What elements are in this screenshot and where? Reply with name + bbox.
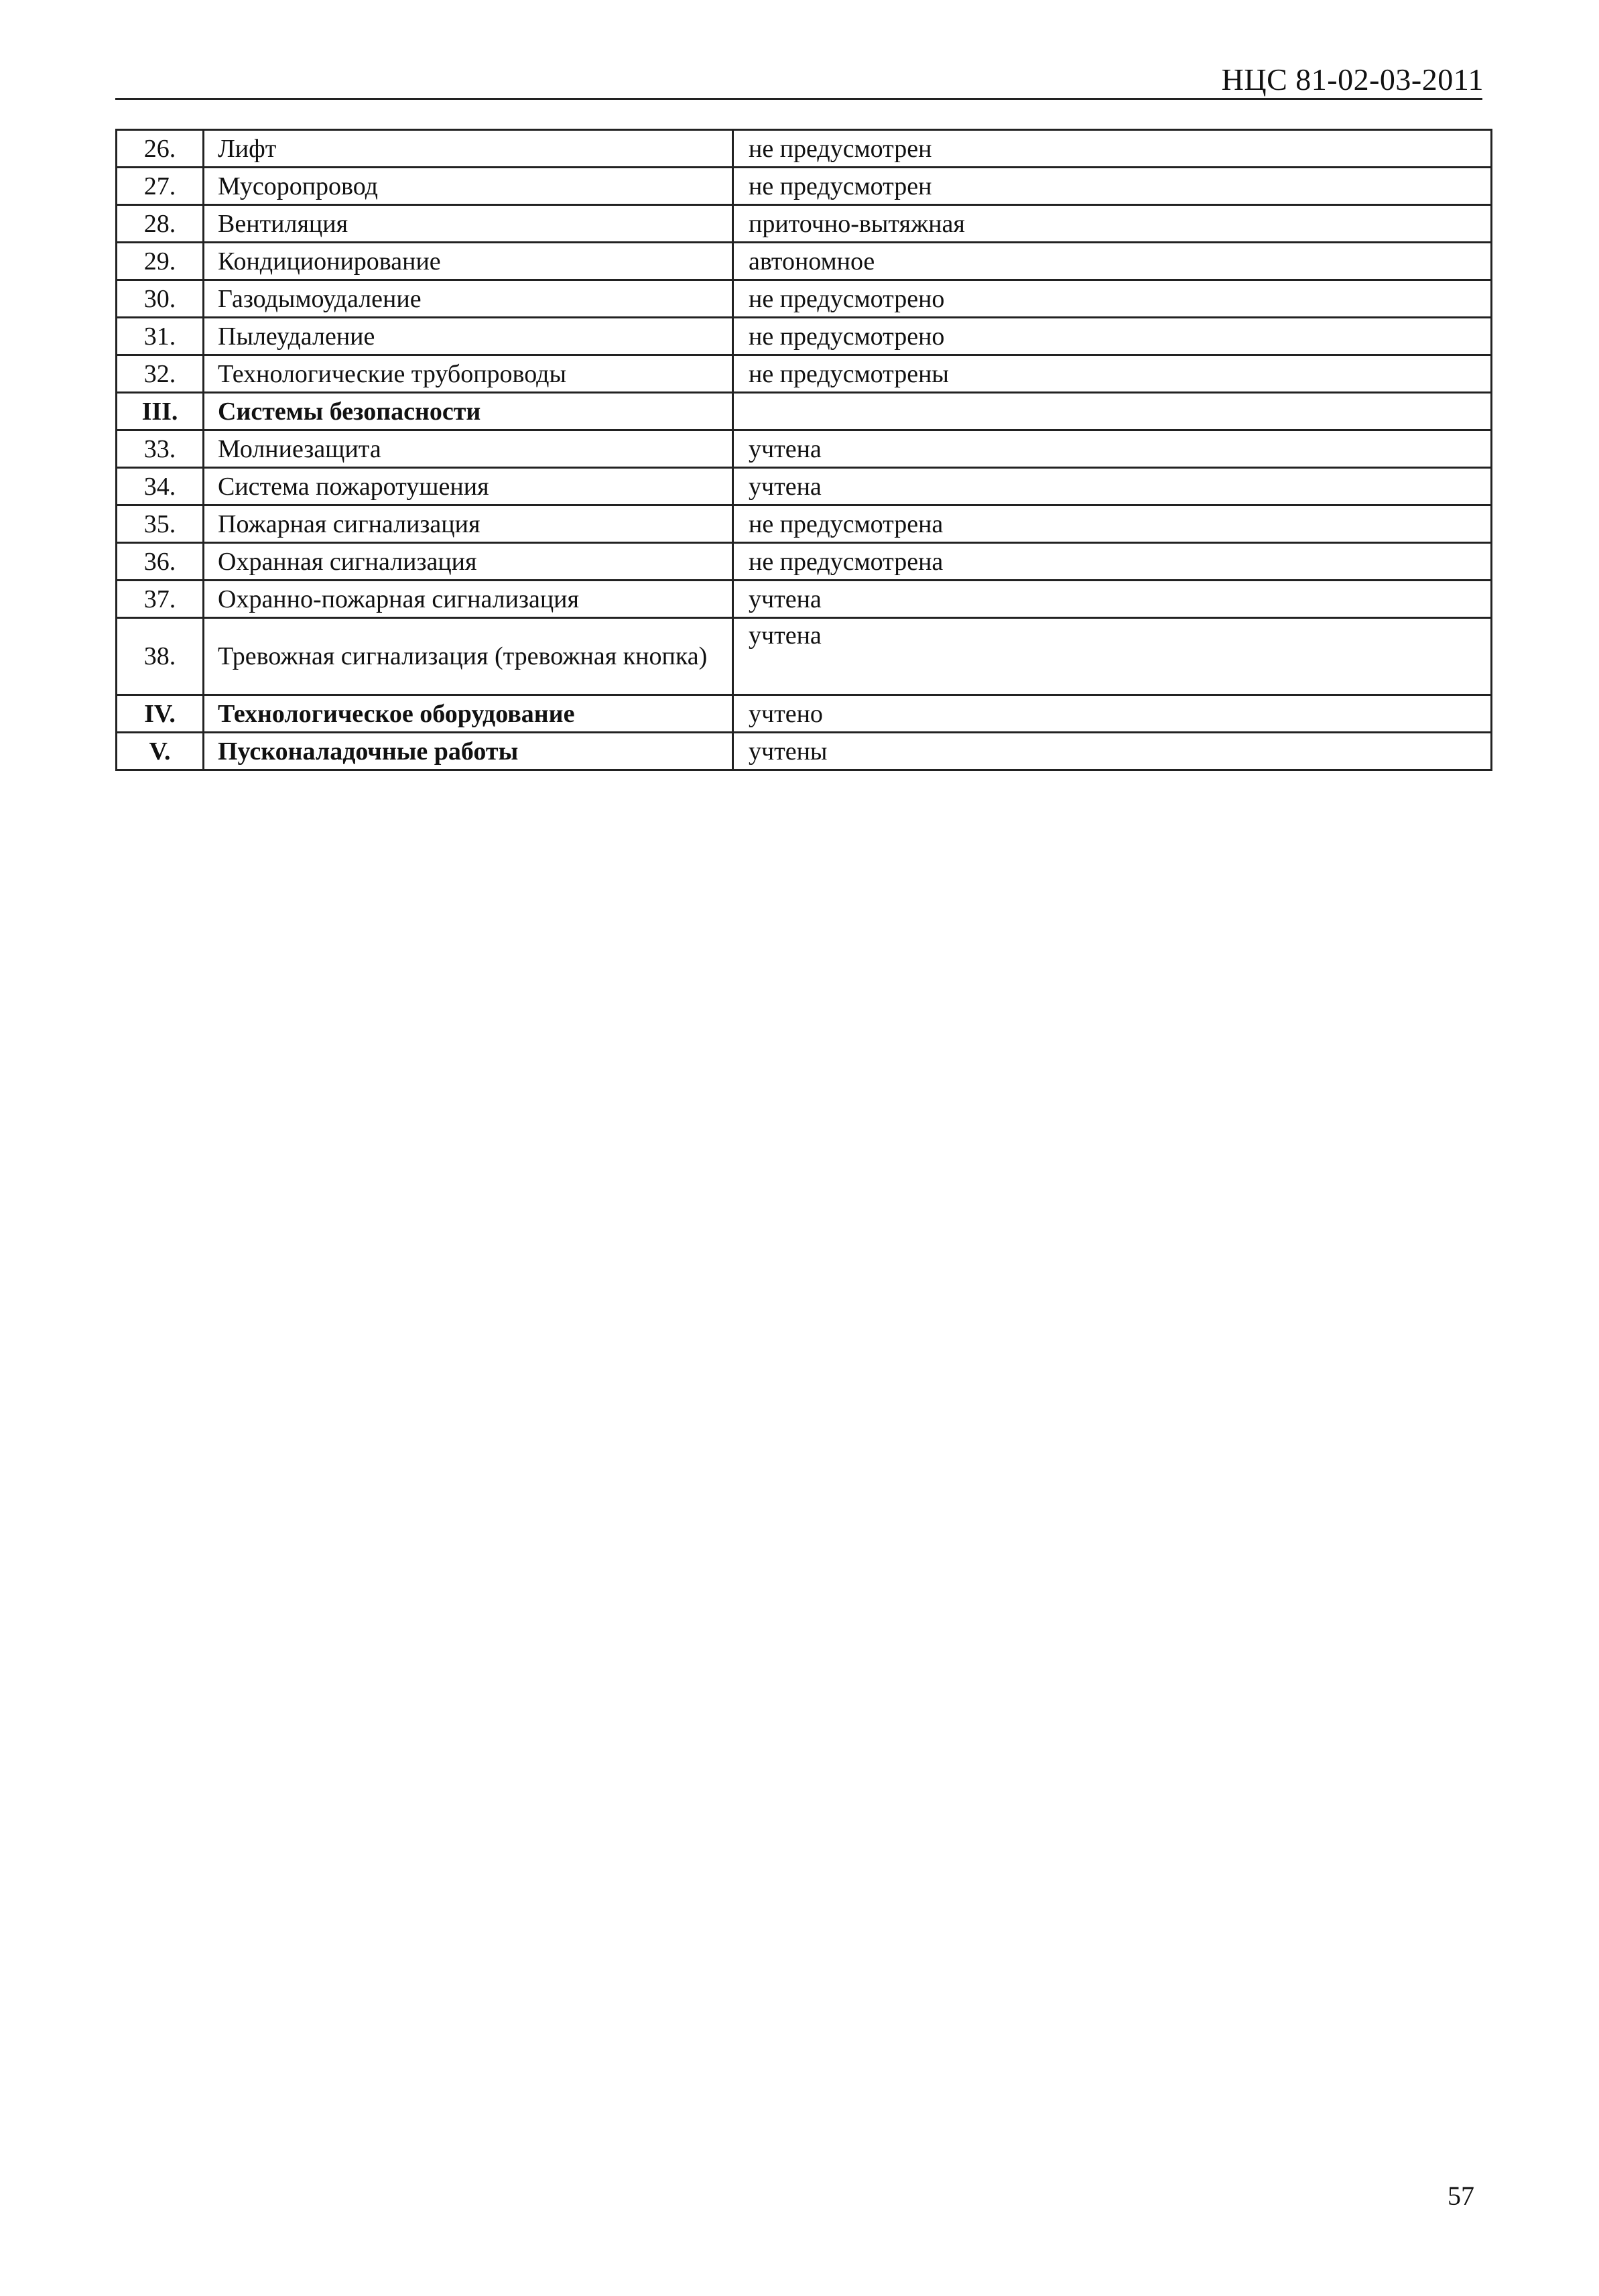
table-row: [117, 543, 1492, 581]
row-name: Мусоропровод: [204, 168, 733, 205]
row-number: 35.: [117, 505, 204, 543]
row-value: не предусмотрены: [733, 355, 1492, 393]
table-row: [117, 205, 1492, 243]
row-number: 30.: [117, 280, 204, 318]
row-name: Пожарная сигнализация: [204, 505, 733, 543]
row-name: Вентиляция: [204, 205, 733, 243]
table-row: [117, 393, 1492, 430]
row-value: [733, 393, 1492, 430]
table-row: [117, 243, 1492, 280]
table-row: [117, 430, 1492, 468]
row-name: Система пожаротушения: [204, 468, 733, 505]
row-value: не предусмотрено: [733, 318, 1492, 355]
row-number: 38.: [117, 618, 204, 695]
table-row: [117, 168, 1492, 205]
table-row: [117, 581, 1492, 618]
row-value: не предусмотрено: [733, 280, 1492, 318]
row-name: Лифт: [204, 130, 733, 168]
row-number: 34.: [117, 468, 204, 505]
table-row: [117, 318, 1492, 355]
row-value: не предусмотрен: [733, 168, 1492, 205]
specification-table: [115, 129, 1492, 771]
row-name: Системы безопасности: [204, 393, 733, 430]
row-name: Технологические трубопроводы: [204, 355, 733, 393]
row-name: Пусконаладочные работы: [204, 733, 733, 770]
row-number: IV.: [117, 695, 204, 733]
row-value: автономное: [733, 243, 1492, 280]
specification-table-body: [117, 130, 1492, 770]
table-row: [117, 695, 1492, 733]
row-name: Технологическое оборудование: [204, 695, 733, 733]
row-value: не предусмотрена: [733, 505, 1492, 543]
row-name: Охранно-пожарная сигнализация: [204, 581, 733, 618]
row-value: учтено: [733, 695, 1492, 733]
table-row: [117, 733, 1492, 770]
document-code: НЦС 81-02-03-2011: [1221, 62, 1484, 97]
row-name: Тревожная сигнализация (тревожная кнопка): [204, 618, 733, 695]
table-row: [117, 505, 1492, 543]
row-value: приточно-вытяжная: [733, 205, 1492, 243]
row-number: 36.: [117, 543, 204, 581]
row-number: III.: [117, 393, 204, 430]
page-number: 57: [1448, 2181, 1474, 2211]
row-number: 37.: [117, 581, 204, 618]
row-value: учтена: [733, 468, 1492, 505]
row-name: Газодымоудаление: [204, 280, 733, 318]
row-number: 26.: [117, 130, 204, 168]
row-name: Молниезащита: [204, 430, 733, 468]
row-number: 28.: [117, 205, 204, 243]
table-row: [117, 130, 1492, 168]
row-value: не предусмотрена: [733, 543, 1492, 581]
row-number: V.: [117, 733, 204, 770]
header-rule: [115, 98, 1482, 100]
table-row: [117, 618, 1492, 695]
row-number: 31.: [117, 318, 204, 355]
row-name: Охранная сигнализация: [204, 543, 733, 581]
row-value: учтена: [733, 581, 1492, 618]
table-row: [117, 280, 1492, 318]
row-number: 32.: [117, 355, 204, 393]
row-number: 27.: [117, 168, 204, 205]
row-value: учтена: [733, 430, 1492, 468]
table-row: [117, 355, 1492, 393]
row-value: учтена: [733, 618, 1492, 695]
row-number: 33.: [117, 430, 204, 468]
row-number: 29.: [117, 243, 204, 280]
table-row: [117, 468, 1492, 505]
row-name: Пылеудаление: [204, 318, 733, 355]
row-name: Кондиционирование: [204, 243, 733, 280]
row-value: не предусмотрен: [733, 130, 1492, 168]
row-value: учтены: [733, 733, 1492, 770]
